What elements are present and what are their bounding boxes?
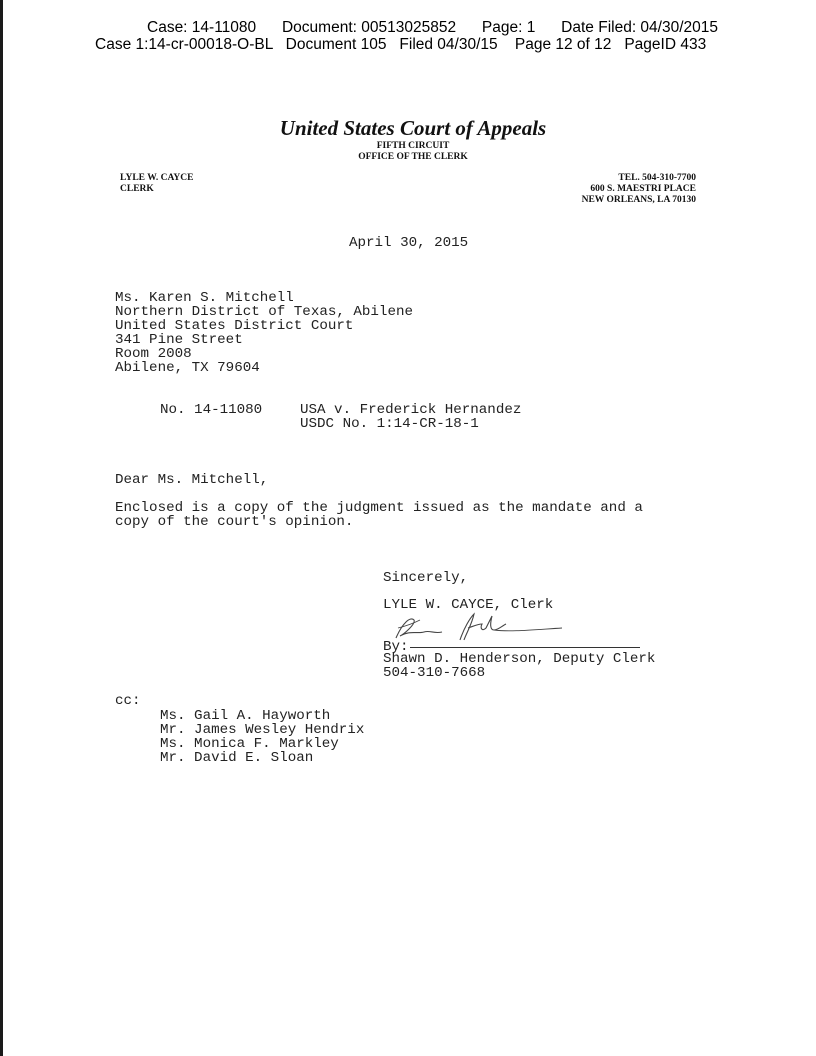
cc-item: Ms. Monica F. Markley [160, 736, 339, 752]
court-name: United States Court of Appeals [279, 116, 547, 140]
salutation: Dear Ms. Mitchell, [115, 472, 269, 488]
case-number: No. 14-11080 [160, 402, 263, 418]
body-line: copy of the court's opinion. [115, 514, 354, 530]
filing-stamp-line-2: Case 1:14-cr-00018-O-BL Document 105 Filed 04/30/15 Page 12 of 12 PageID 433 [95, 36, 707, 53]
deputy-phone: 504-310-7668 [383, 665, 486, 681]
court-street: 600 S. MAESTRI PLACE [590, 184, 696, 194]
cc-label: cc: [115, 693, 141, 709]
recipient-line: Room 2008 [115, 346, 192, 362]
court-city: NEW ORLEANS, LA 70130 [581, 195, 696, 205]
office-name: OFFICE OF THE CLERK [358, 152, 468, 162]
recipient-line: Northern District of Texas, Abilene [115, 304, 413, 320]
clerk-name: LYLE W. CAYCE [120, 173, 194, 183]
recipient-line: Ms. Karen S. Mitchell [115, 290, 294, 306]
signature-line [410, 647, 640, 648]
by-label: By: [383, 639, 409, 655]
court-telephone: TEL. 504-310-7700 [618, 173, 696, 183]
clerk-title: CLERK [120, 184, 154, 194]
recipient-line: United States District Court [115, 318, 354, 334]
recipient-line: Abilene, TX 79604 [115, 360, 260, 376]
closing: Sincerely, [383, 570, 469, 586]
filing-stamp-line-1: Case: 14-11080 Document: 00513025852 Page: 1 Date Filed: 04/30/2015 [147, 19, 719, 36]
body-line: Enclosed is a copy of the judgment issued as the mandate and a [115, 500, 643, 516]
cc-item: Mr. James Wesley Hendrix [160, 722, 365, 738]
letter-date: April 30, 2015 [349, 235, 469, 251]
cc-item: Ms. Gail A. Hayworth [160, 708, 331, 724]
handwritten-signature [390, 610, 570, 644]
usdc-number: USDC No. 1:14-CR-18-1 [300, 416, 479, 432]
case-title: USA v. Frederick Hernandez [300, 402, 522, 418]
cc-item: Mr. David E. Sloan [160, 750, 314, 766]
circuit-name: FIFTH CIRCUIT [376, 141, 450, 151]
deputy-clerk: Shawn D. Henderson, Deputy Clerk [383, 651, 656, 667]
signer-block: LYLE W. CAYCE, Clerk [383, 597, 554, 613]
recipient-line: 341 Pine Street [115, 332, 243, 348]
